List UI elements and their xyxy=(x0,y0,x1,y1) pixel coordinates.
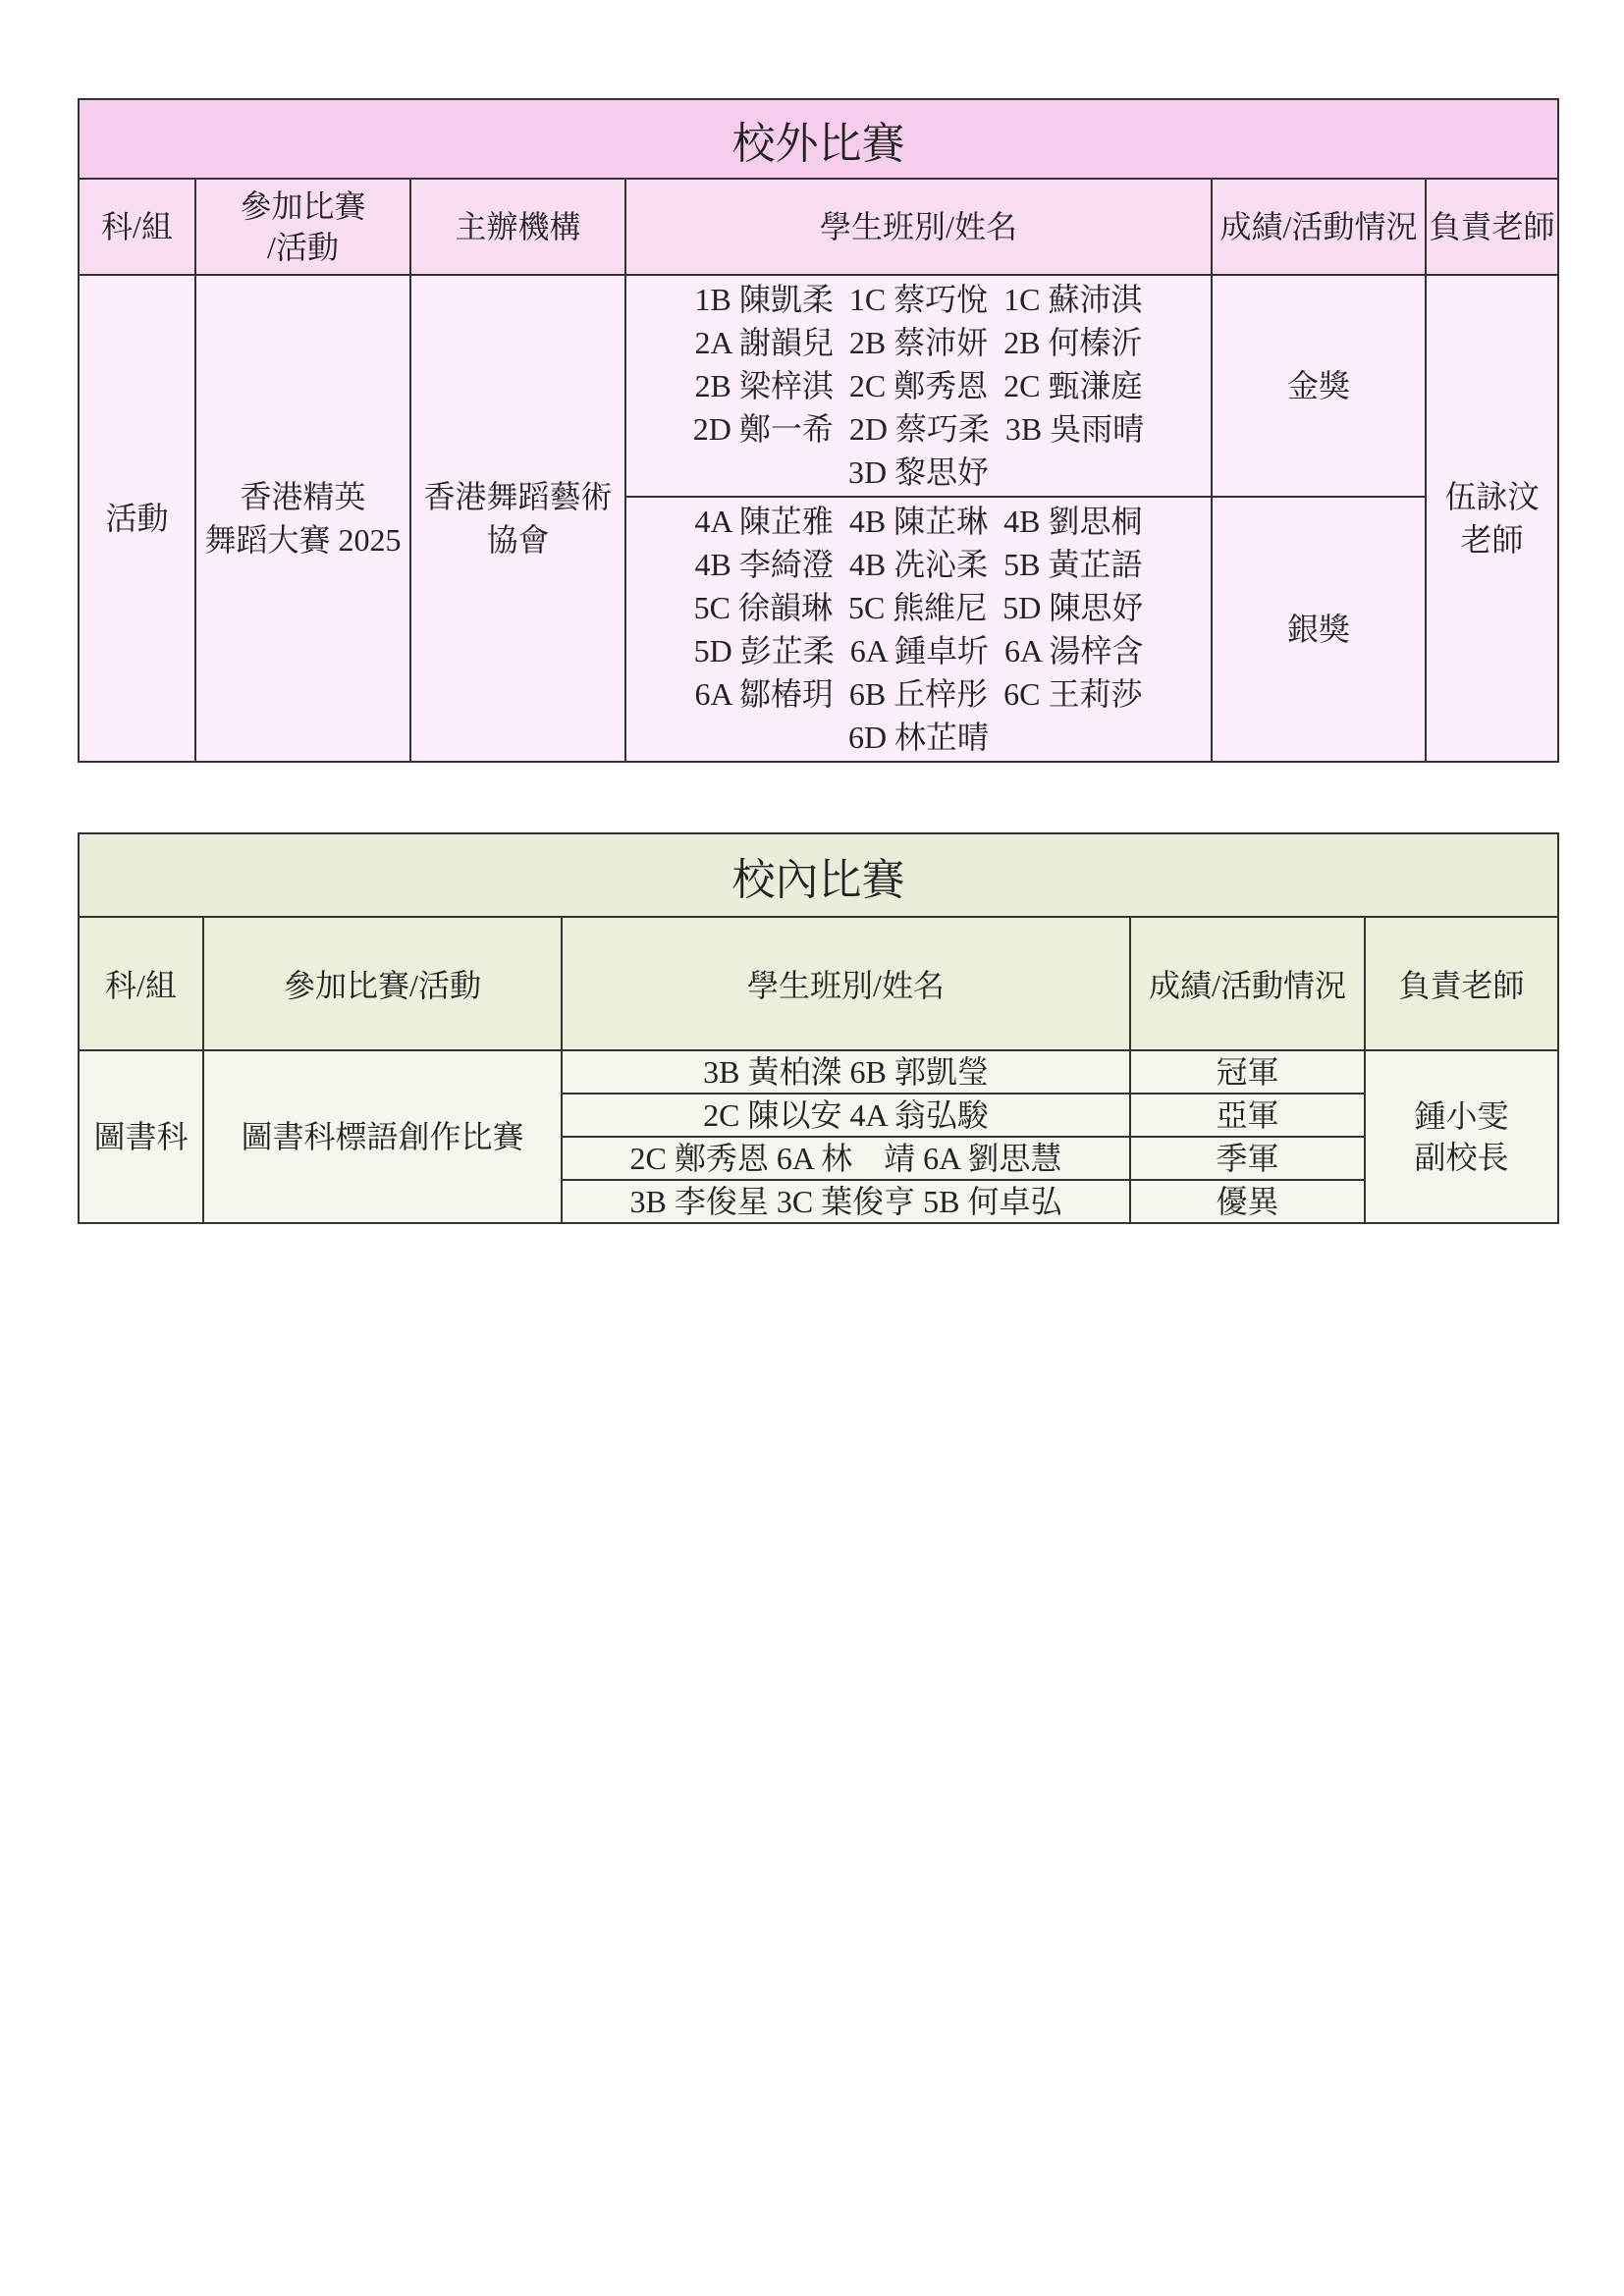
header-students: 學生班別/姓名 xyxy=(562,917,1130,1050)
teacher-cell: 鍾小雯 副校長 xyxy=(1365,1050,1558,1223)
student-names-gold: 1B 陳凱柔 1C 蔡巧悅 1C 蘇沛淇 2A 謝韻兒 2B 蔡沛妍 2B 何榛沂 2B 梁梓淇 2C 鄭秀恩 2C 甄溓庭 2D 鄭一希 2D 蔡巧柔 3B 吳雨晴 3D 黎思妤 xyxy=(625,275,1212,497)
subject-cell: 圖書科 xyxy=(79,1050,203,1223)
subject-cell: 活動 xyxy=(79,275,195,762)
header-subject: 科/組 xyxy=(79,917,203,1050)
header-teacher: 負責老師 xyxy=(1426,179,1558,275)
result-silver: 銀獎 xyxy=(1212,497,1426,762)
table-title: 校外比賽 xyxy=(79,99,1558,179)
external-competitions-table xyxy=(78,98,1559,763)
event-cell: 圖書科標語創作比賽 xyxy=(203,1050,562,1223)
internal-competitions-table xyxy=(78,832,1559,1224)
result-cell: 冠軍 xyxy=(1130,1050,1365,1094)
header-result: 成績/活動情況 xyxy=(1130,917,1365,1050)
header-event: 參加比賽 /活動 xyxy=(195,179,410,275)
result-gold: 金獎 xyxy=(1212,275,1426,497)
event-cell: 香港精英 舞蹈大賽 2025 xyxy=(195,275,410,762)
result-cell: 季軍 xyxy=(1130,1137,1365,1180)
header-subject: 科/組 xyxy=(79,179,195,275)
student-names-silver: 4A 陳芷雅 4B 陳芷琳 4B 劉思桐 4B 李綺澄 4B 冼沁柔 5B 黃芷語 5C 徐韻琳 5C 熊維尼 5D 陳思妤 5D 彭芷柔 6A 鍾卓圻 6A 湯梓含 6A 鄒椿玥 6B 丘梓彤 6C 王莉莎 6D 林芷晴 xyxy=(625,497,1212,762)
table-title: 校內比賽 xyxy=(79,833,1558,917)
student-names-row: 3B 黃柏滐 6B 郭凱瑩 xyxy=(562,1050,1130,1094)
header-organizer: 主辦機構 xyxy=(410,179,625,275)
header-result: 成績/活動情況 xyxy=(1212,179,1426,275)
student-names-row: 2C 陳以安 4A 翁弘駿 xyxy=(562,1094,1130,1137)
header-students: 學生班別/姓名 xyxy=(625,179,1212,275)
header-teacher: 負責老師 xyxy=(1365,917,1558,1050)
student-names-row: 2C 鄭秀恩 6A 林 靖 6A 劉思慧 xyxy=(562,1137,1130,1180)
student-names-row: 3B 李俊星 3C 葉俊亨 5B 何卓弘 xyxy=(562,1180,1130,1223)
result-cell: 亞軍 xyxy=(1130,1094,1365,1137)
header-event: 參加比賽/活動 xyxy=(203,917,562,1050)
organizer-cell: 香港舞蹈藝術 協會 xyxy=(410,275,625,762)
result-cell: 優異 xyxy=(1130,1180,1365,1223)
teacher-cell: 伍詠汶 老師 xyxy=(1426,275,1558,762)
